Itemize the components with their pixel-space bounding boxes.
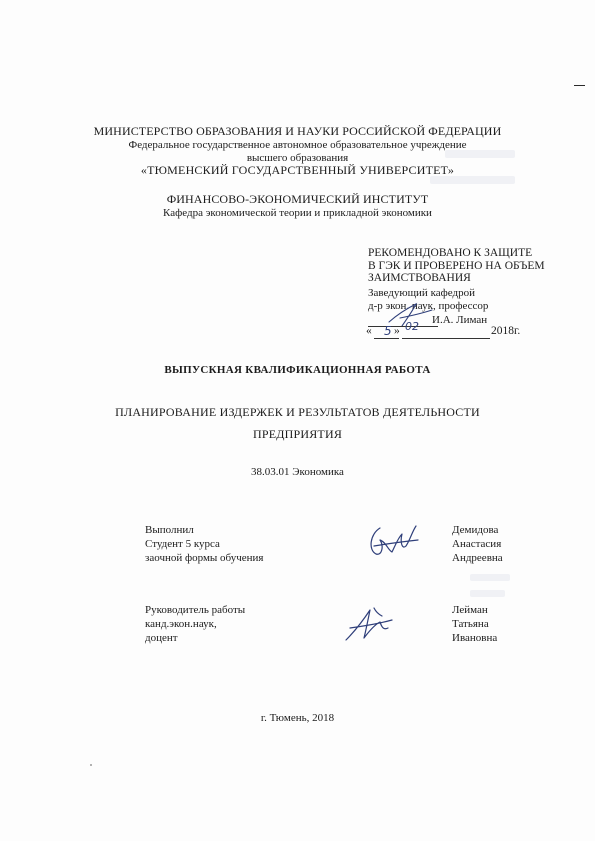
- student-signature-icon: [362, 520, 420, 562]
- supervisor-patronymic: Ивановна: [452, 632, 498, 644]
- head-name: И.А. Лиман: [432, 314, 488, 326]
- approval-line2: В ГЭК И ПРОВЕРЕНО НА ОБЪЕМ: [368, 260, 545, 272]
- head-position: Заведующий кафедрой: [368, 287, 475, 299]
- work-type-title: ВЫПУСКНАЯ КВАЛИФИКАЦИОННАЯ РАБОТА: [164, 364, 431, 376]
- topic-line2: ПРЕДПРИЯТИЯ: [252, 427, 343, 441]
- head-degree: д-р экон. наук, профессор: [368, 300, 489, 312]
- date-open-quote: «: [366, 325, 372, 337]
- approval-date-day: 5: [384, 324, 392, 338]
- head-signature-line: [368, 326, 438, 327]
- date-close-quote: »: [394, 325, 400, 337]
- approval-line3: ЗАИМСТВОВАНИЯ: [368, 272, 471, 284]
- scan-speck: [90, 764, 92, 766]
- student-first-name: Анастасия: [452, 538, 502, 550]
- supervisor-first-name: Татьяна: [452, 618, 489, 630]
- approval-date-year: 2018г.: [491, 325, 521, 337]
- institution-type-line2: высшего образования: [246, 152, 349, 164]
- city-year: г. Тюмень, 2018: [260, 712, 335, 724]
- topic-line1: ПЛАНИРОВАНИЕ ИЗДЕРЖЕК И РЕЗУЛЬТАТОВ ДЕЯТЕЛЬНОСТИ: [115, 405, 480, 419]
- approval-line1: РЕКОМЕНДОВАНО К ЗАЩИТЕ: [368, 247, 533, 259]
- date-month-underline: [402, 338, 490, 339]
- supervisor-role-line2: канд.экон.наук,: [145, 618, 217, 630]
- ministry-name: МИНИСТЕРСТВО ОБРАЗОВАНИЯ И НАУКИ РОССИЙСКОЙ ФЕДЕРАЦИИ: [93, 124, 502, 138]
- student-surname: Демидова: [452, 524, 499, 536]
- supervisor-surname: Лейман: [452, 604, 488, 616]
- supervisor-signature-icon: [340, 604, 396, 644]
- department-name: Кафедра экономической теории и прикладной экономики: [163, 207, 432, 219]
- student-role-line2: Студент 5 курса: [145, 538, 220, 550]
- bleed-through-mark: [470, 590, 505, 597]
- student-role-line1: Выполнил: [145, 524, 194, 536]
- student-patronymic: Андреевна: [452, 552, 503, 564]
- institution-type-line1: Федеральное государственное автономное образовательное учреждение: [128, 139, 467, 151]
- university-name: «ТЮМЕНСКИЙ ГОСУДАРСТВЕННЫЙ УНИВЕРСИТЕТ»: [140, 163, 455, 177]
- supervisor-role-line1: Руководитель работы: [145, 604, 246, 616]
- student-role-line3: заочной формы обучения: [145, 552, 264, 564]
- speciality-code: 38.03.01 Экономика: [251, 466, 344, 478]
- date-day-underline: [374, 338, 399, 339]
- bleed-through-mark: [470, 574, 510, 581]
- scan-mark: [574, 85, 585, 86]
- supervisor-role-line3: доцент: [145, 632, 178, 644]
- institute-name: ФИНАНСОВО-ЭКОНОМИЧЕСКИЙ ИНСТИТУТ: [166, 192, 429, 206]
- approval-date-month: 02: [405, 320, 419, 333]
